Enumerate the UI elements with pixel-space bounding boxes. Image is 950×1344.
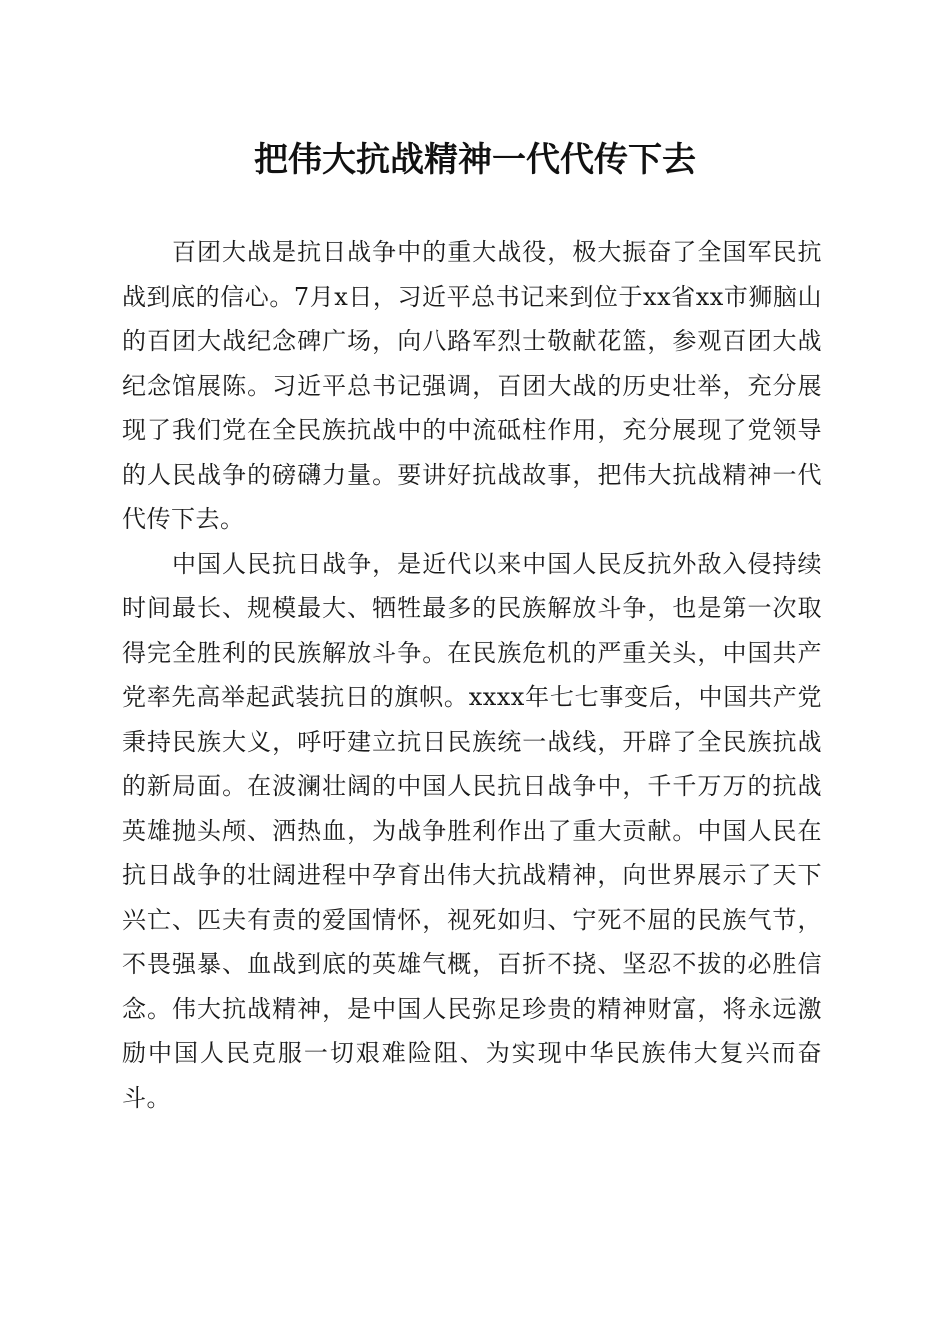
paragraph-1: 百团大战是抗日战争中的重大战役，极大振奋了全国军民抗战到底的信心。7月x日，习近平总书记来到位于xx省xx市狮脑山的百团大战纪念碑广场，向八路军烈士敬献花篮，参观百团大战纪念馆展陈。习近平总书记强调，百团大战的历史壮举，充分展现了我们党在全民族抗战中的中流砥柱作用，充分展现了党领导的人民战争的磅礴力量。要讲好抗战故事，把伟大抗战精神一代代传下去。 xyxy=(122,238,822,533)
document-body xyxy=(122,230,822,1120)
document-title: 把伟大抗战精神一代代传下去 xyxy=(254,140,696,180)
paragraph-2: 中国人民抗日战争，是近代以来中国人民反抗外敌入侵持续时间最长、规模最大、牺牲最多的民族解放斗争，也是第一次取得完全胜利的民族解放斗争。在民族危机的严重关头，中国共产党率先高举起武装抗日的旗帜。xxxx年七七事变后，中国共产党秉持民族大义，呼吁建立抗日民族统一战线，开辟了全民族抗战的新局面。在波澜壮阔的中国人民抗日战争中，千千万万的抗战英雄抛头颅、洒热血，为战争胜利作出了重大贡献。中国人民在抗日战争的壮阔进程中孕育出伟大抗战精神，向世界展示了天下兴亡、匹夫有责的爱国情怀，视死如归、宁死不屈的民族气节，不畏强暴、血战到底的英雄气概，百折不挠、坚忍不拔的必胜信念。伟大抗战精神，是中国人民弥足珍贵的精神财富，将永远激励中国人民克服一切艰难险阻、为实现中华民族伟大复兴而奋斗。 xyxy=(122,549,822,1112)
